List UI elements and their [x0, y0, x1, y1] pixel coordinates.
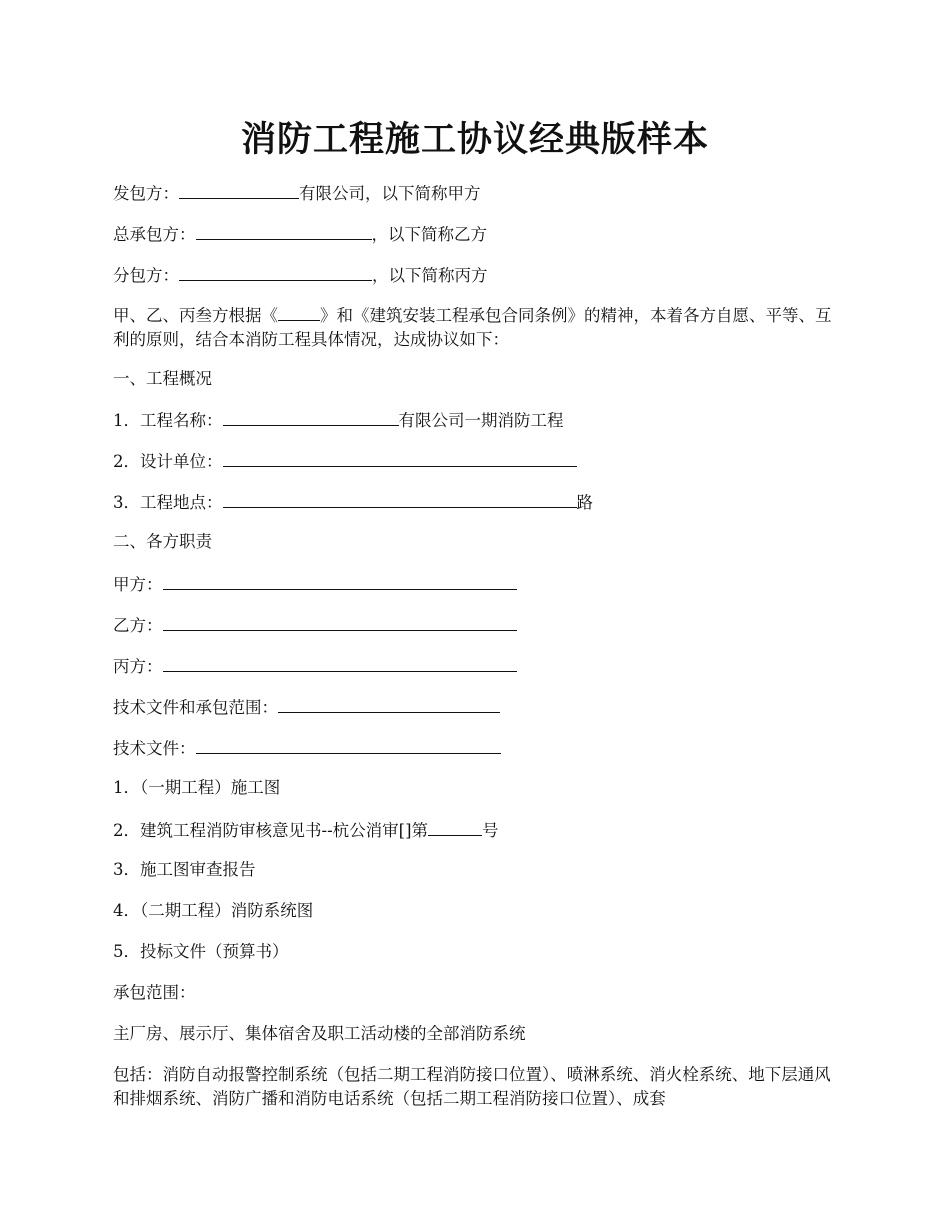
intro-paragraph: [113, 303, 843, 352]
duty-a-label: 甲方：: [113, 575, 163, 594]
scope-blank[interactable]: [278, 695, 500, 713]
document-title: 消防工程施工协议经典版样本: [240, 119, 709, 160]
contract-scope-label: 承包范围：: [113, 983, 196, 1002]
project-name-blank[interactable]: [223, 408, 399, 426]
doc-item: 5．投标文件（预算书）: [113, 942, 289, 961]
law-name-blank[interactable]: [278, 303, 320, 321]
party-b-line: [113, 222, 487, 246]
doc-item: 3．施工图审查报告: [113, 860, 256, 879]
party-a-blank[interactable]: [179, 181, 299, 199]
location-blank[interactable]: [223, 490, 577, 508]
party-a-line: [113, 181, 481, 205]
duty-b-line: [113, 613, 517, 637]
contract-scope-main: 主厂房、展示厅、集体宿舍及职工活动楼的全部消防系统: [113, 1024, 526, 1043]
design-unit-label: 2．设计单位：: [113, 452, 223, 471]
tech-docs-label: 技术文件：: [113, 739, 196, 758]
doc-item: 1．（一期工程）施工图: [113, 778, 281, 797]
party-c-blank[interactable]: [179, 263, 372, 281]
duty-c-blank[interactable]: [163, 654, 517, 672]
project-name-line: [113, 408, 564, 432]
design-unit-blank[interactable]: [223, 449, 577, 467]
contract-scope-includes: 包括：消防自动报警控制系统（包括二期工程消防接口位置）、喷淋系统、消火栓系统、地下层通风和排烟系统、消防广播和消防电话系统（包括二期工程消防接口位置）、成套: [113, 1065, 831, 1108]
party-b-suffix: ，以下简称乙方: [371, 225, 487, 244]
doc-item-suffix: 号: [482, 821, 499, 840]
scope-line: [113, 695, 500, 719]
duty-a-line: [113, 572, 517, 596]
party-b-blank[interactable]: [196, 222, 372, 240]
intro-part2: 》和《建筑安装工程承包合同条例》的精神，本着各方自愿、平等、互利的原则，结合本消防工程具体情况，达成协议如下：: [113, 306, 832, 349]
party-a-label: 发包方：: [113, 184, 179, 203]
intro-part1: 甲、乙、丙叁方根据《: [113, 306, 278, 325]
duty-b-label: 乙方：: [113, 616, 163, 635]
doc-item-text: 2．建筑工程消防审核意见书--杭公消审[]第: [113, 821, 429, 840]
doc-item: [113, 818, 499, 842]
approval-number-blank[interactable]: [428, 818, 482, 836]
location-label: 3．工程地点：: [113, 493, 223, 512]
section1-heading: 一、工程概况: [113, 369, 212, 388]
location-suffix: 路: [576, 493, 593, 512]
duty-b-blank[interactable]: [163, 613, 517, 631]
duty-a-blank[interactable]: [163, 572, 517, 590]
party-c-label: 分包方：: [113, 266, 179, 285]
party-b-label: 总承包方：: [113, 225, 196, 244]
project-name-label: 1．工程名称：: [113, 411, 223, 430]
tech-docs-line: [113, 736, 501, 760]
project-name-suffix: 有限公司一期消防工程: [398, 411, 564, 430]
party-c-line: [113, 263, 488, 287]
scope-label: 技术文件和承包范围：: [113, 698, 278, 717]
location-line: [113, 490, 593, 514]
party-c-suffix: ，以下简称丙方: [372, 266, 488, 285]
doc-item: 4．（二期工程）消防系统图: [113, 901, 314, 920]
section2-heading: 二、各方职责: [113, 532, 212, 551]
duty-c-line: [113, 654, 517, 678]
tech-docs-blank[interactable]: [196, 736, 501, 754]
party-a-suffix: 有限公司，以下简称甲方: [299, 184, 481, 203]
duty-c-label: 丙方：: [113, 657, 163, 676]
design-unit-line: [113, 449, 577, 473]
